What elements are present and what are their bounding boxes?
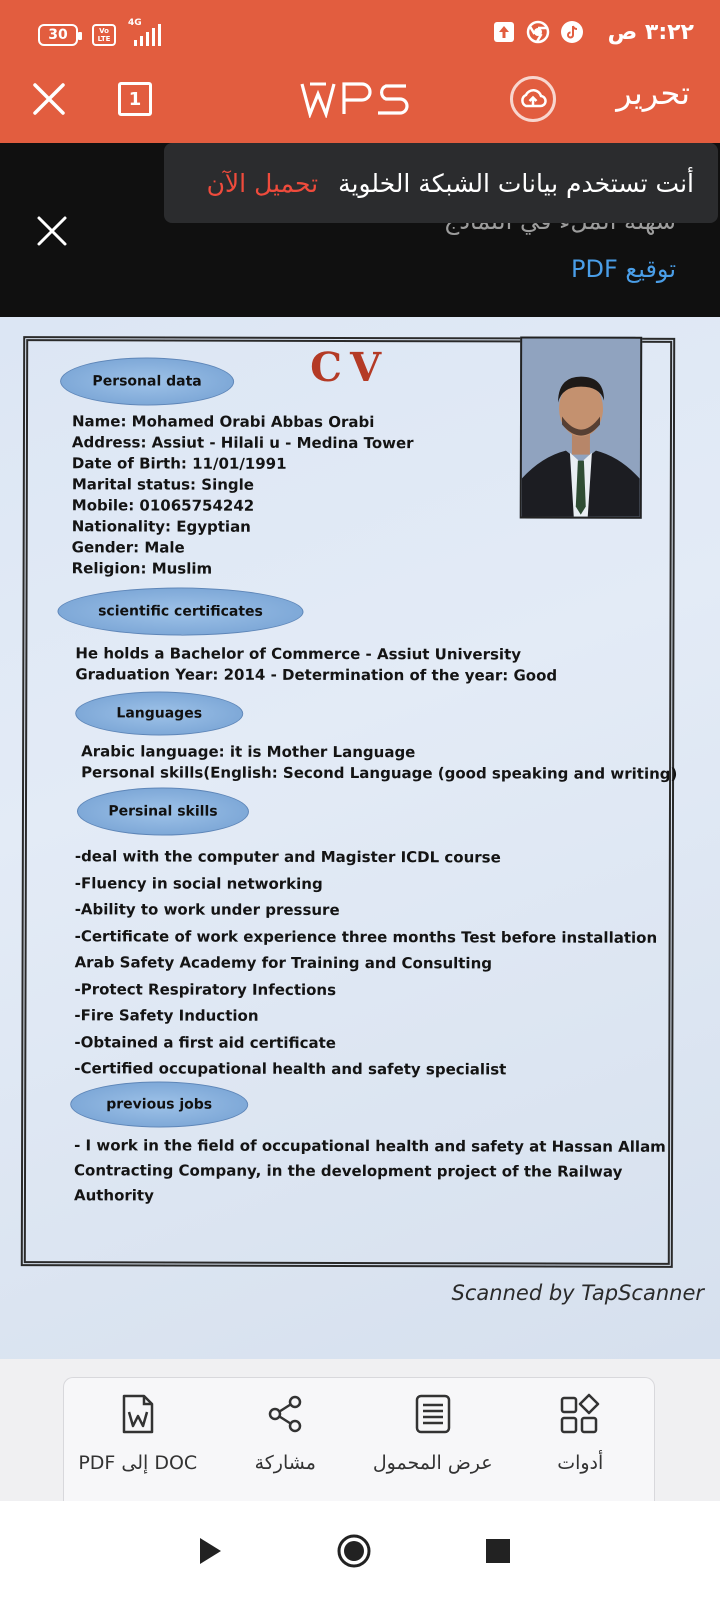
skills-list: [74, 843, 657, 1083]
wps-logo: [300, 80, 412, 118]
upload-icon: [492, 20, 516, 44]
list-item: Contracting Company, in the development project of the Railway: [74, 1161, 623, 1181]
list-item: -Obtained a first aid certificate: [74, 1032, 337, 1052]
list-item: Arabic language: it is Mother Language: [81, 742, 416, 762]
close-icon: [30, 80, 68, 118]
pdf-to-doc-icon: [116, 1392, 160, 1436]
pdf-to-doc-button[interactable]: [64, 1378, 212, 1501]
tiktok-icon: [560, 20, 584, 44]
mobile-view-icon: [411, 1392, 455, 1436]
toast-message: أنت تستخدم بيانات الشبكة الخلوية: [338, 168, 694, 198]
volte-icon: Vo LTE: [92, 24, 116, 46]
list-item: Religion: Muslim: [71, 559, 213, 578]
list-item: Address: Assiut - Hilali u - Medina Tower: [71, 433, 414, 453]
close-button[interactable]: [30, 80, 68, 118]
certificates-list: [75, 643, 557, 686]
tools-button[interactable]: [507, 1378, 655, 1501]
list-item: Marital status: Single: [71, 475, 254, 494]
pdf-sign-link[interactable]: توقيع PDF: [571, 255, 676, 283]
network-toast: [164, 143, 718, 223]
cloud-upload-button[interactable]: [510, 76, 556, 122]
list-item: Name: Mohamed Orabi Abbas Orabi: [71, 412, 375, 432]
bottom-toolbar: [63, 1377, 655, 1501]
tools-icon: [558, 1392, 602, 1436]
list-item: -Fire Safety Induction: [74, 1006, 259, 1025]
list-item: Mobile: 01065754242: [71, 496, 255, 515]
list-item: - I work in the field of occupational health and safety at Hassan Allam: [74, 1136, 666, 1156]
list-item: -deal with the computer and Magister ICDL course: [74, 847, 501, 867]
section-header-certificates: scientific certificates: [57, 587, 303, 636]
home-circle-icon: [336, 1533, 372, 1569]
list-item: Date of Birth: 11/01/1991: [71, 454, 287, 473]
section-header-jobs: previous jobs: [70, 1081, 248, 1127]
list-item: -Fluency in social networking: [74, 873, 323, 893]
navigation-bar: [0, 1501, 720, 1600]
list-item: Nationality: Egyptian: [71, 517, 251, 536]
home-button[interactable]: [334, 1531, 374, 1571]
languages-list: [81, 741, 677, 785]
pdf-to-doc-label: DOC إلى PDF: [78, 1452, 198, 1474]
banner-close-button[interactable]: [34, 213, 70, 249]
scanner-watermark: Scanned by TapScanner: [451, 1281, 704, 1305]
notification-icons: [492, 20, 584, 44]
back-button[interactable]: [190, 1531, 230, 1571]
share-icon: [263, 1392, 307, 1436]
share-button[interactable]: [212, 1378, 360, 1501]
list-item: Arab Safety Academy for Training and Consulting: [74, 953, 493, 973]
status-time: ٣:٢٢ ص: [607, 20, 694, 45]
jobs-list: [74, 1133, 666, 1210]
list-item: Graduation Year: 2014 - Determination of the year: Good: [75, 665, 558, 685]
page-count-button[interactable]: 1: [118, 82, 152, 116]
recents-square-icon: [485, 1538, 511, 1564]
share-label: مشاركة: [254, 1452, 316, 1474]
document-page[interactable]: [0, 317, 720, 1359]
battery-indicator: 30: [38, 24, 78, 46]
list-item: Authority: [73, 1186, 154, 1205]
section-header-personal: Personal data: [60, 357, 234, 405]
list-item: Personal skills(English: Second Language (good speaking and writing): [81, 763, 678, 783]
list-item: -Certificate of work experience three months Test before installation: [74, 926, 658, 947]
recents-button[interactable]: [478, 1531, 518, 1571]
network-type: 4G: [128, 18, 142, 28]
section-header-skills: Persinal skills: [77, 787, 249, 835]
cv-title: CV: [310, 343, 390, 392]
edit-button[interactable]: تحرير: [616, 74, 690, 112]
status-bar: [0, 0, 720, 66]
section-header-languages: Languages: [75, 691, 243, 735]
tools-label: أدوات: [557, 1452, 604, 1474]
list-item: -Certified occupational health and safety specialist: [74, 1059, 507, 1079]
close-icon: [34, 213, 70, 249]
chrome-icon: [526, 20, 550, 44]
app-header: [0, 0, 720, 143]
cv-border: [21, 336, 678, 1268]
cloud-upload-icon: [519, 87, 547, 111]
personal-data-list: [72, 411, 414, 580]
list-item: He holds a Bachelor of Commerce - Assiut University: [75, 644, 522, 664]
mobile-view-button[interactable]: [359, 1378, 507, 1501]
profile-photo: [520, 336, 642, 518]
download-now-button[interactable]: تحميل الآن: [206, 168, 319, 198]
list-item: Gender: Male: [71, 538, 185, 557]
signal-icon: [126, 18, 166, 48]
signal-bars: [134, 24, 161, 46]
list-item: -Ability to work under pressure: [74, 900, 340, 919]
mobile-view-label: عرض المحمول: [372, 1452, 493, 1474]
list-item: -Protect Respiratory Infections: [74, 979, 337, 999]
back-triangle-icon: [197, 1536, 223, 1566]
